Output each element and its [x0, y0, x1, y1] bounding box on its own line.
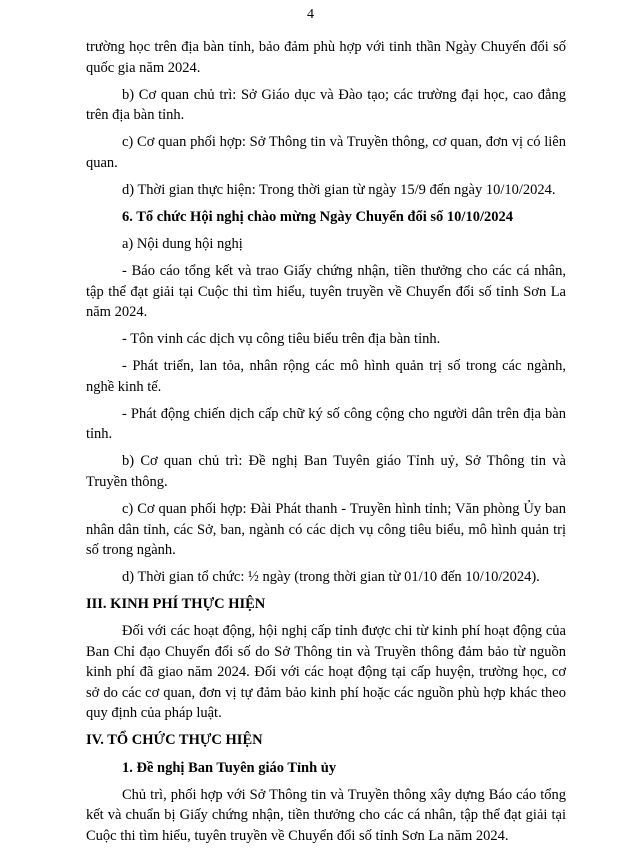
subsection-heading-1: 1. Đề nghị Ban Tuyên giáo Tỉnh ủy: [122, 759, 337, 776]
paragraph-continuation: trường học trên địa bàn tỉnh, bảo đảm phù hợp với tinh thần Ngày Chuyển đổi số quốc gia năm 2024.: [86, 39, 566, 76]
document-body: [86, 37, 566, 853]
paragraph-conference-content: a) Nội dung hội nghị: [122, 235, 243, 252]
bullet-report: - Báo cáo tổng kết và trao Giấy chứng nhận, tiền thưởng cho các cá nhân, tập thể đạt giải tại Cuộc thi tìm hiểu, tuyên truyền về Chuyển đổi số tỉnh Sơn La năm 2024.: [86, 263, 566, 321]
paragraph-coordinating-agency: c) Cơ quan phối hợp: Sở Thông tin và Truyền thông, cơ quan, đơn vị có liên quan.: [86, 134, 566, 171]
paragraph-timeline: d) Thời gian thực hiện: Trong thời gian từ ngày 15/9 đến ngày 10/10/2024.: [122, 181, 556, 198]
page-number: 4: [307, 7, 314, 22]
section-heading-iii: III. KINH PHÍ THỰC HIỆN: [86, 596, 266, 613]
paragraph-propaganda-board: Chủ trì, phối hợp với Sở Thông tin và Truyền thông xây dựng Báo cáo tổng kết và chuẩn bị Giấy chứng nhận, tiền thưởng cho các cá nhân, tập thể đạt giải tại Cuộc thi tìm hiểu, tuyên truyền về Chuyển đổi số tỉnh Sơn La năm 2024.: [86, 786, 566, 844]
section-heading-6: 6. Tổ chức Hội nghị chào mừng Ngày Chuyển đổi số 10/10/2024: [122, 208, 513, 225]
section-heading-iv: IV. TỔ CHỨC THỰC HIỆN: [86, 732, 263, 749]
paragraph-conference-coordination: c) Cơ quan phối hợp: Đài Phát thanh - Truyền hình tỉnh; Văn phòng Ủy ban nhân dân tỉnh, các Sở, ban, ngành có các dịch vụ công tiêu biểu, mô hình quản trị số trong ngành.: [86, 501, 566, 559]
paragraph-funding: Đối với các hoạt động, hội nghị cấp tỉnh được chi từ kinh phí hoạt động của Ban Chỉ đạo Chuyển đổi số do Sở Thông tin và Truyền thông đảm bảo từ nguồn kinh phí đã giao năm 2024. Đối với các hoạt động tại cấp huyện, trường học, cơ sở do các cơ quan, đơn vị tự đảm bảo kinh phí hoặc các nguồn phù hợp khác theo quy định của pháp luật.: [86, 623, 566, 722]
paragraph-conference-time: d) Thời gian tổ chức: ½ ngày (trong thời gian từ 01/10 đến 10/10/2024).: [122, 569, 540, 586]
bullet-honor-services: - Tôn vinh các dịch vụ công tiêu biểu trên địa bàn tỉnh.: [122, 331, 441, 348]
paragraph-conference-lead: b) Cơ quan chủ trì: Đề nghị Ban Tuyên giáo Tỉnh uỷ, Sở Thông tin và Truyền thông.: [86, 453, 566, 490]
bullet-develop-models: - Phát triển, lan tỏa, nhân rộng các mô hình quản trị số trong các ngành, nghề kinh tế.: [86, 358, 566, 395]
paragraph-lead-agency: b) Cơ quan chủ trì: Sở Giáo dục và Đào tạo; các trường đại học, cao đẳng trên địa bàn tỉnh.: [86, 86, 566, 124]
bullet-digital-signature: - Phát động chiến dịch cấp chữ ký số công cộng cho người dân trên địa bàn tỉnh.: [86, 405, 566, 443]
